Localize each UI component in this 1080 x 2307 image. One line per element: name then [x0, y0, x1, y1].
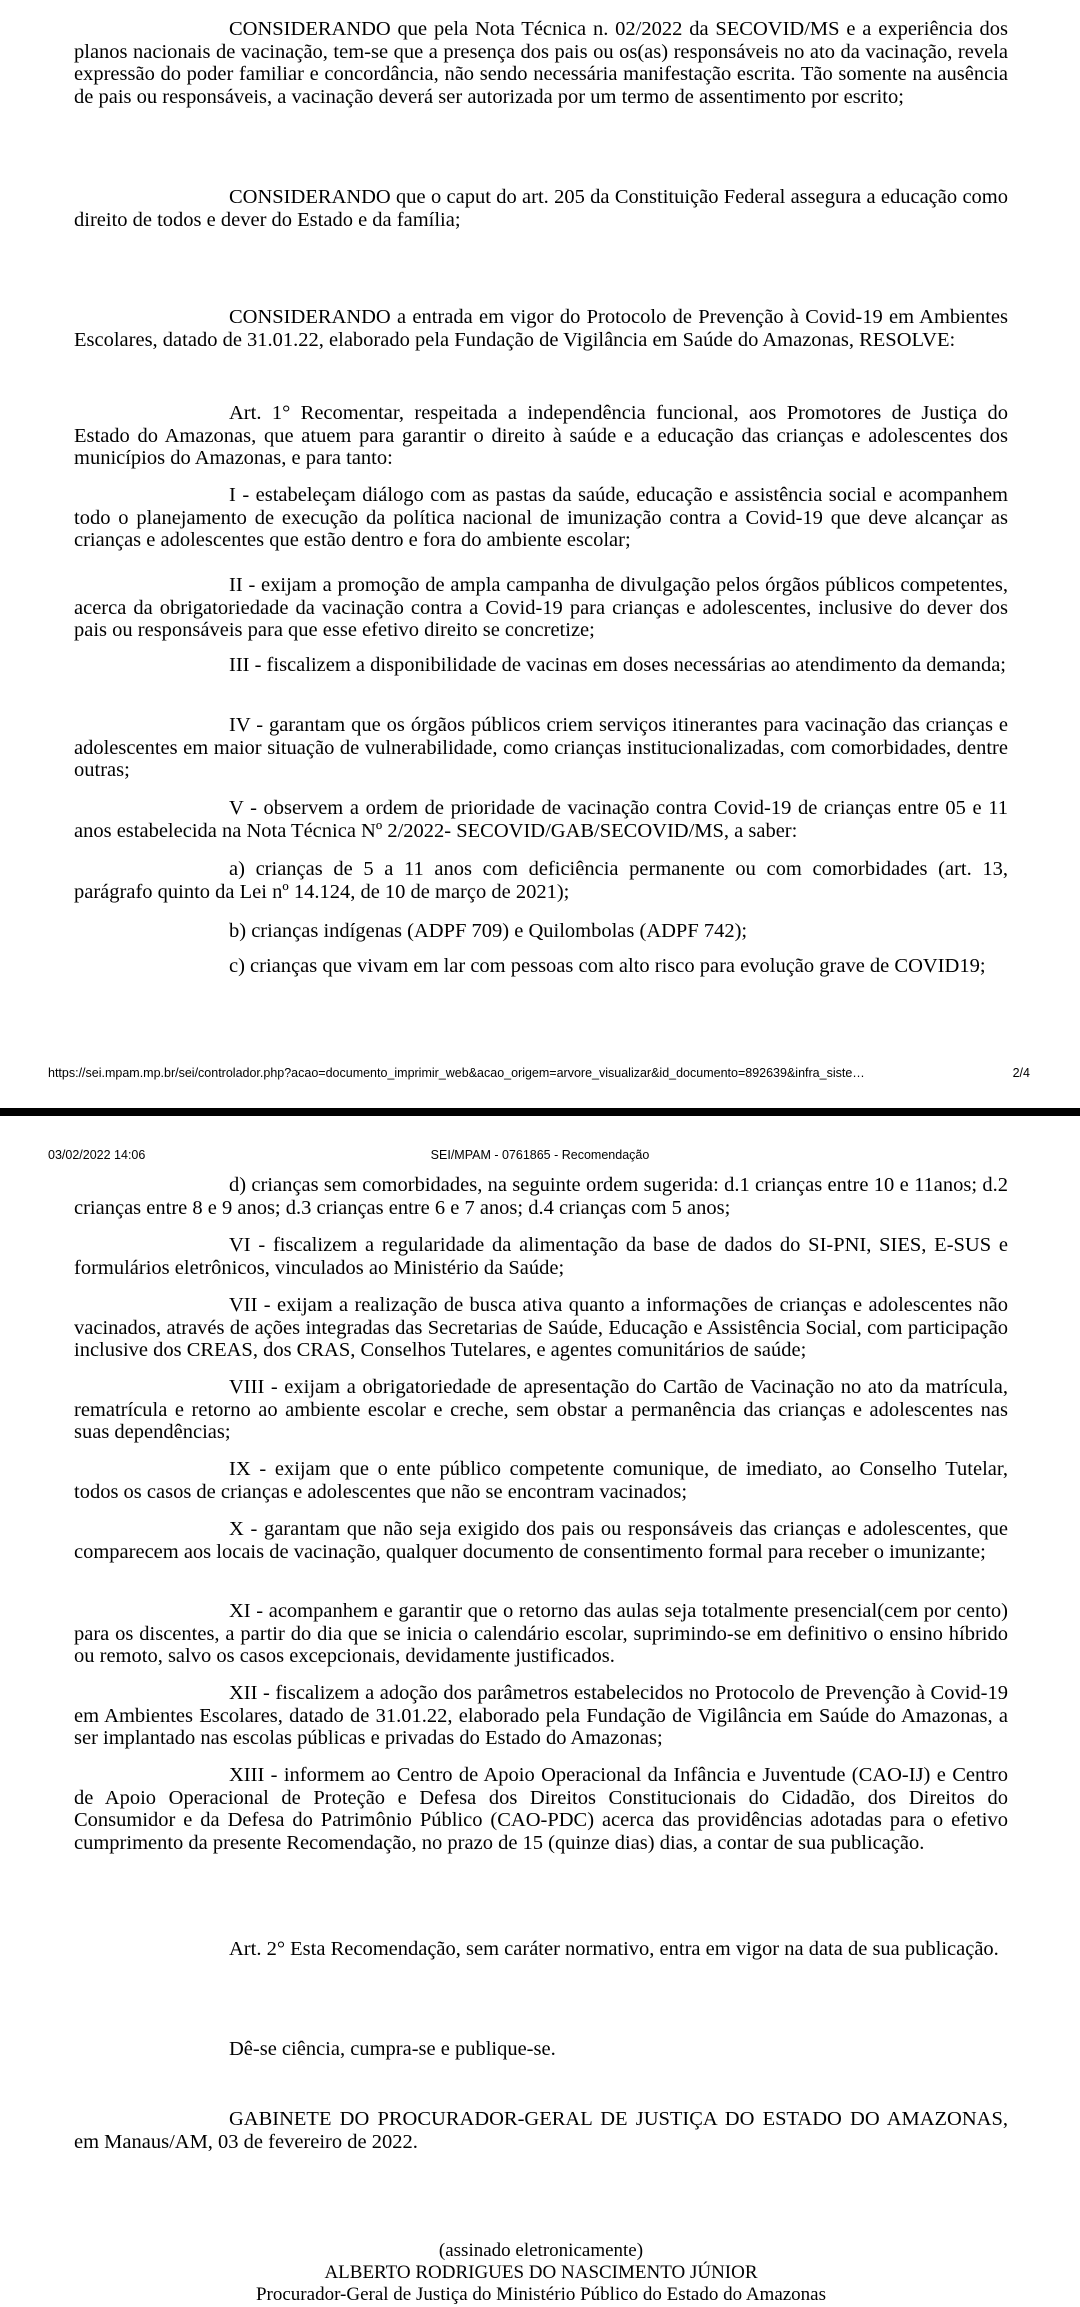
item-d-paragraph: d) crianças sem comorbidades, na seguinte ordem sugerida: d.1 crianças entre 10 e 11anos; d.2 crianças entre 8 e 9 anos; d.3 crianças entre 6 e 7 anos; d.4 crianças com 5 anos;	[74, 1174, 1008, 1219]
item-i-paragraph: I - estabeleçam diálogo com as pastas da saúde, educação e assistência social e acompanhem todo o planejamento de execução da política nacional de imunização contra a Covid-19 que deve alcançar as crianças e adolescentes que estão dentro e fora do ambiente escolar;	[74, 484, 1008, 551]
item-vi-paragraph: VI - fiscalizem a regularidade da alimentação da base de dados do SI-PNI, SIES, E-SUS e formulários eletrônicos, vinculados ao Ministério da Saúde;	[74, 1234, 1008, 1279]
item-ii-paragraph: II - exijam a promoção de ampla campanha de divulgação pelos órgãos públicos competentes, acerca da obrigatoriedade da vacinação contra a Covid-19 para crianças e adolescentes, inclusive do dever dos pais ou responsáveis para que esse efetivo direito se concretize;	[74, 574, 1008, 641]
item-xiii-paragraph: XIII - informem ao Centro de Apoio Operacional da Infância e Juventude (CAO-IJ) e Centro de Apoio Operacional de Proteção e Defesa dos Direitos Constitucionais do Cidadão, dos Direitos do Consumidor e da Defesa do Patrimônio Público (CAO-PDC) acerca das providências adotadas para o efetivo cumprimento da presente Recomendação, no prazo de 15 (quinze dias) dias, a contar de sua publicação.	[74, 1764, 1008, 1854]
document-page-3	[0, 1116, 1080, 2307]
item-v-paragraph: V - observem a ordem de prioridade de vacinação contra Covid-19 de crianças entre 05 e 11 anos estabelecida na Nota Técnica Nº 2/2022- SECOVID/GAB/SECOVID/MS, a saber:	[74, 797, 1008, 842]
page-divider	[0, 1108, 1080, 1116]
considerando-protocolo-paragraph: CONSIDERANDO a entrada em vigor do Protocolo de Prevenção à Covid-19 em Ambientes Escolares, datado de 31.01.22, elaborado pela Fundação de Vigilância em Saúde do Amazonas, RESOLVE:	[74, 306, 1008, 351]
document-page-2	[0, 0, 1080, 1108]
signature-name: ALBERTO RODRIGUES DO NASCIMENTO JÚNIOR	[324, 2262, 758, 2283]
considerando-art205-paragraph: CONSIDERANDO que o caput do art. 205 da Constituição Federal assegura a educação como direito de todos e dever do Estado e da família;	[74, 186, 1008, 231]
considerando-vacinacao-paragraph: CONSIDERANDO que pela Nota Técnica n. 02/2022 da SECOVID/MS e a experiência dos planos nacionais de vacinação, tem-se que a presença dos pais ou os(as) responsáveis no ato da vacinação, revela expressão do poder familiar e concordância, não sendo necessária manifestação escrita. Tão somente na ausência de pais ou responsáveis, a vacinação deverá ser autorizada por um termo de assentimento por escrito;	[74, 18, 1008, 108]
signature-role: Procurador-Geral de Justiça do Ministério Público do Estado do Amazonas	[255, 2284, 827, 2305]
header-title: SEI/MPAM - 0761865 - Recomendação	[430, 1148, 650, 1162]
footer-url[interactable]: https://sei.mpam.mp.br/sei/controlador.php?acao=documento_imprimir_web&acao_origem=arvore_visualizar&id_documento=892639&infra_siste…	[48, 1066, 865, 1080]
item-iv-paragraph: IV - garantam que os órgãos públicos criem serviços itinerantes para vacinação das crianças e adolescentes em maior situação de vulnerabilidade, como crianças institucionalizadas, com comorbidades, dentre outras;	[74, 714, 1008, 781]
item-viii-paragraph: VIII - exijam a obrigatoriedade de apresentação do Cartão de Vacinação no ato da matrícula, rematrícula e retorno ao ambiente escolar e creche, sem obstar a permanência das crianças e adolescentes nas suas dependências;	[74, 1376, 1008, 1443]
item-a-paragraph: a) crianças de 5 a 11 anos com deficiência permanente ou com comorbidades (art. 13, parágrafo quinto da Lei nº 14.124, de 10 de março de 2021);	[74, 858, 1008, 903]
header-date: 03/02/2022 14:06	[48, 1148, 146, 1162]
item-b-paragraph: b) crianças indígenas (ADPF 709) e Quilombolas (ADPF 742);	[229, 920, 748, 942]
item-xii-paragraph: XII - fiscalizem a adoção dos parâmetros estabelecidos no Protocolo de Prevenção à Covid-19 em Ambientes Escolares, datado de 31.01.22, elaborado pela Fundação de Vigilância em Saúde do Amazonas, a ser implantado nas escolas públicas e privadas do Estado do Amazonas;	[74, 1682, 1008, 1749]
signature-note: (assinado eletronicamente)	[438, 2240, 644, 2261]
item-xi-paragraph: XI - acompanhem e garantir que o retorno das aulas seja totalmente presencial(cem por cento) para os discentes, a partir do dia que se inicia o calendário escolar, suprimindo-se em definitivo o ensino híbrido ou remoto, salvo os casos excepcionais, devidamente justificados.	[74, 1600, 1008, 1667]
article-2-paragraph: Art. 2° Esta Recomendação, sem caráter normativo, entra em vigor na data de sua publicação.	[229, 1938, 999, 1960]
item-vii-paragraph: VII - exijam a realização de busca ativa quanto a informações de crianças e adolescentes não vacinados, através de ações integradas das Secretarias de Saúde, Educação e Assistência Social, com participação inclusive dos CREAS, dos CRAS, Conselhos Tutelares, e agentes comunitários de saúde;	[74, 1294, 1008, 1361]
article-1-paragraph: Art. 1° Recomentar, respeitada a independência funcional, aos Promotores de Justiça do Estado do Amazonas, que atuem para garantir o direito à saúde e a educação das crianças e adolescentes dos municípios do Amazonas, e para tanto:	[74, 402, 1008, 469]
item-ix-paragraph: IX - exijam que o ente público competente comunique, de imediato, ao Conselho Tutelar, todos os casos de crianças e adolescentes que não se encontram vacinados;	[74, 1458, 1008, 1503]
item-c-paragraph: c) crianças que vivam em lar com pessoas com alto risco para evolução grave de COVID19;	[229, 955, 986, 977]
ciencia-paragraph: Dê-se ciência, cumpra-se e publique-se.	[229, 2038, 556, 2060]
gabinete-paragraph: GABINETE DO PROCURADOR-GERAL DE JUSTIÇA DO ESTADO DO AMAZONAS, em Manaus/AM, 03 de fevereiro de 2022.	[74, 2108, 1008, 2153]
item-iii-paragraph: III - fiscalizem a disponibilidade de vacinas em doses necessárias ao atendimento da demanda;	[229, 654, 1006, 676]
item-x-paragraph: X - garantam que não seja exigido dos pais ou responsáveis das crianças e adolescentes, que comparecem aos locais de vacinação, qualquer documento de consentimento formal para receber o imunizante;	[74, 1518, 1008, 1563]
signature-block	[74, 2240, 1008, 2306]
footer-page-number: 2/4	[1012, 1066, 1030, 1080]
